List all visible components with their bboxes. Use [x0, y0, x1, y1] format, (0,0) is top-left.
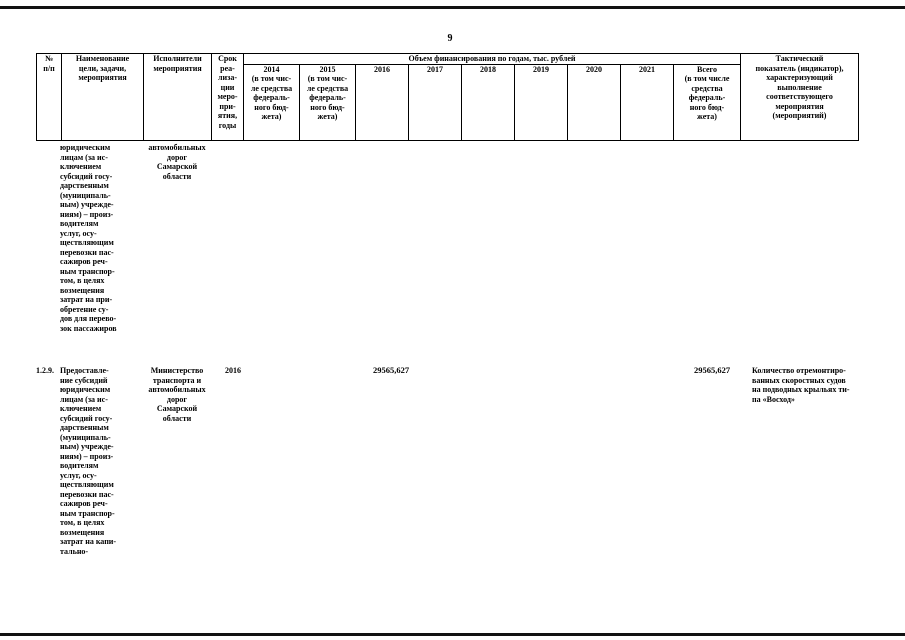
row-1-2-9-name: Предоставле- ние субсидий юридическим лицам (за ис- ключением субсидий госу- дарственным (муниципаль- ным) учрежде- ниям) – произ- водителям услуг, осу- ществляющим перевозки пас- сажиров реч- ным транспор- том, в целях возмещения затрат на капи- тально-	[60, 366, 117, 556]
header-2021: 2021	[621, 64, 674, 140]
header-2017: 2017	[409, 64, 462, 140]
header-funding-title: Объем финансирования по годам, тыс. рублей	[244, 54, 741, 65]
header-executor: Исполнители мероприятия	[144, 54, 212, 141]
row-1-2-9-executor: Министерство транспорта и автомобильных дорог Самарской области	[148, 366, 206, 423]
table-header	[36, 53, 859, 141]
continued-row-name: юридическим лицам (за ис- ключением субсидий госу- дарственным (муниципаль- ным) учрежде- ниям) – произ- водителям услуг, осу- ществляющим перевозки пас- сажиров реч- ным транспор- том, в целях возмещения затрат на при- обретение су- дов для перево- зок пассажиров	[60, 143, 117, 333]
header-num: № п/п	[37, 54, 62, 141]
bottom-rule	[0, 633, 905, 636]
row-1-2-9-num: 1.2.9.	[36, 366, 54, 375]
row-1-2-9-total-value: 29565,627	[694, 365, 731, 375]
header-total: Всего (в том числе средства федераль- ного бюд- жета)	[674, 64, 741, 140]
page-number: 9	[447, 33, 453, 44]
header-2014: 2014 (в том чис- ле средства федераль- ного бюд- жета)	[244, 64, 300, 140]
header-2016: 2016	[356, 64, 409, 140]
header-2020: 2020	[568, 64, 621, 140]
header-name: Наименование цели, задачи, мероприятия	[62, 54, 144, 141]
row-1-2-9-indicator: Количество отремонтиро- ванных скоростных судов на подводных крыльях ти- па «Восход»	[752, 366, 850, 404]
row-1-2-9-2016-value: 29565,627	[373, 365, 410, 375]
header-term: Срок реа- лиза- ции меро- при- ятия, годы	[212, 54, 244, 141]
top-rule	[0, 6, 905, 9]
continued-row-executor: автомобильных дорог Самарской области	[148, 143, 206, 181]
header-2015: 2015 (в том чис- ле средства федераль- ного бюд- жета)	[300, 64, 356, 140]
header-2018: 2018	[462, 64, 515, 140]
row-1-2-9-term: 2016	[225, 366, 241, 375]
header-indicator: Тактический показатель (индикатор), характеризующий выполнение соответствующего мероприятия (мероприятий)	[741, 54, 859, 141]
header-2019: 2019	[515, 64, 568, 140]
